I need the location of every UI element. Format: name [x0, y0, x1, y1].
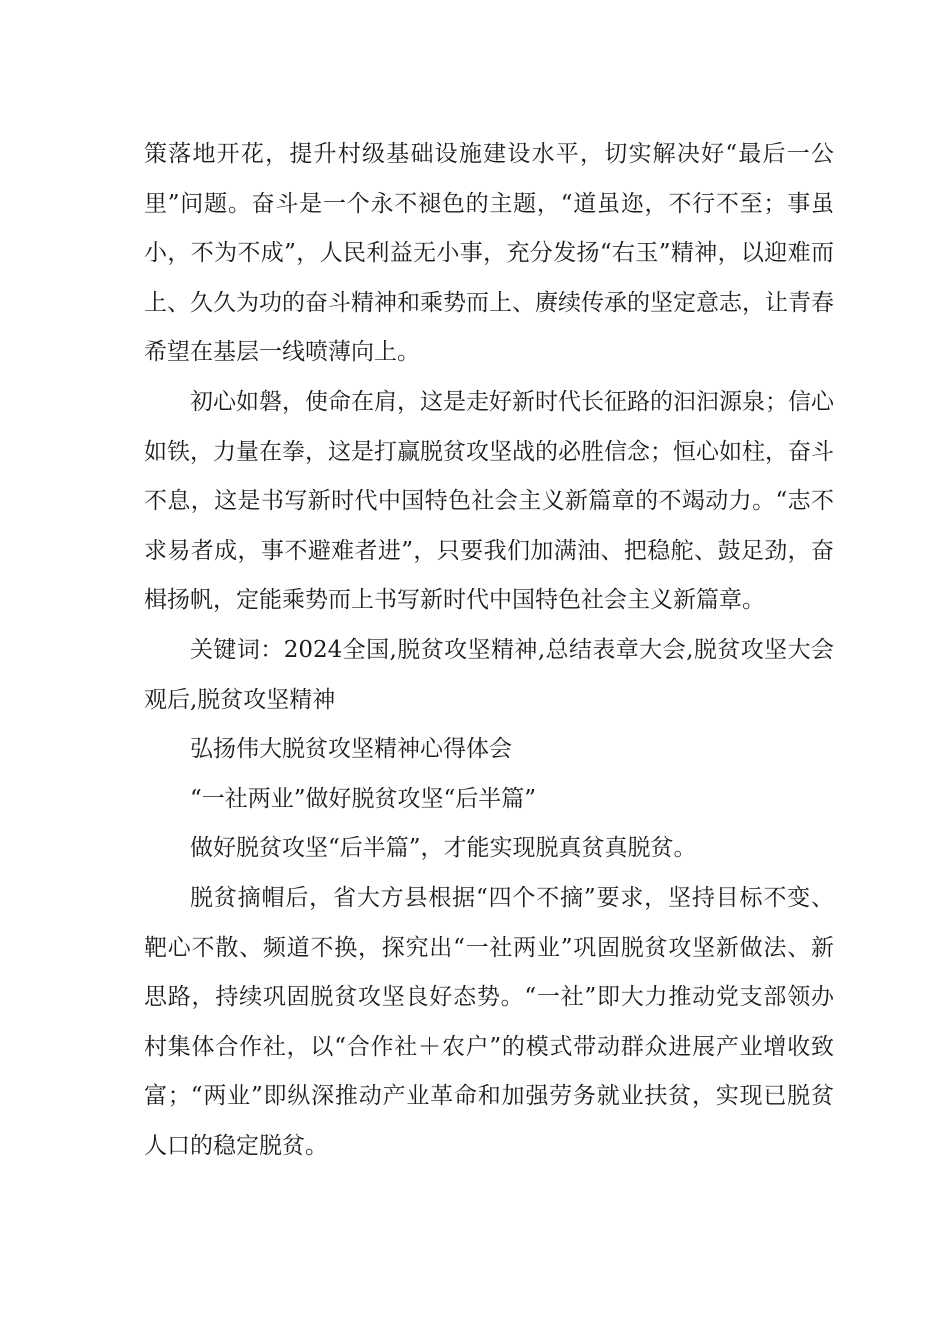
document-body: [144, 130, 834, 1171]
paragraph-dafang: 脱贫摘帽后，省大方县根据“四个不摘”要求，坚持目标不变、靶心不散、频道不换，探究出“一社两业”巩固脱贫攻坚新做法、新思路，持续巩固脱贫攻坚良好态势。“一社”即大力推动党支部领办村集体合作社，以“合作社＋农户”的模式带动群众进展产业增收致富；“两业”即纵深推动产业革命和加强劳务就业扶贫，实现已脱贫人口的稳定脱贫。: [144, 884, 834, 1159]
paragraph-resolve: 初心如磐，使命在肩，这是走好新时代长征路的汩汩源泉；信心如铁，力量在拳，这是打赢脱贫攻坚战的必胜信念；恒心如柱，奋斗不息，这是书写新时代中国特色社会主义新篇章的不竭动力。“志不求易者成，事不避难者进”，只要我们加满油、把稳舵、鼓足劲，奋楫扬帆，定能乘势而上书写新时代中国特色社会主义新篇章。: [144, 388, 834, 614]
paragraph-continuation: 策落地开花，提升村级基础设施建设水平，切实解决好“最后一公里”问题。奋斗是一个永不褪色的主题，“道虽迩，不行不至；事虽小，不为不成”，人民利益无小事，充分发扬“右玉”精神，以迎难而上、久久为功的奋斗精神和乘势而上、赓续传承的坚定意志，让青春希望在基层一线喷薄向上。: [144, 141, 834, 366]
essay-title: 弘扬伟大脱贫攻坚精神心得体会: [190, 736, 512, 763]
paragraph-keywords: 关键词：2024全国,脱贫攻坚精神,总结表章大会,脱贫攻坚大会观后,脱贫攻坚精神: [144, 636, 834, 713]
essay-subtitle: “一社两业”做好脱贫攻坚“后半篇”: [190, 785, 537, 812]
paragraph-intro: 做好脱贫攻坚“后半篇”，才能实现脱真贫真脱贫。: [190, 835, 697, 862]
